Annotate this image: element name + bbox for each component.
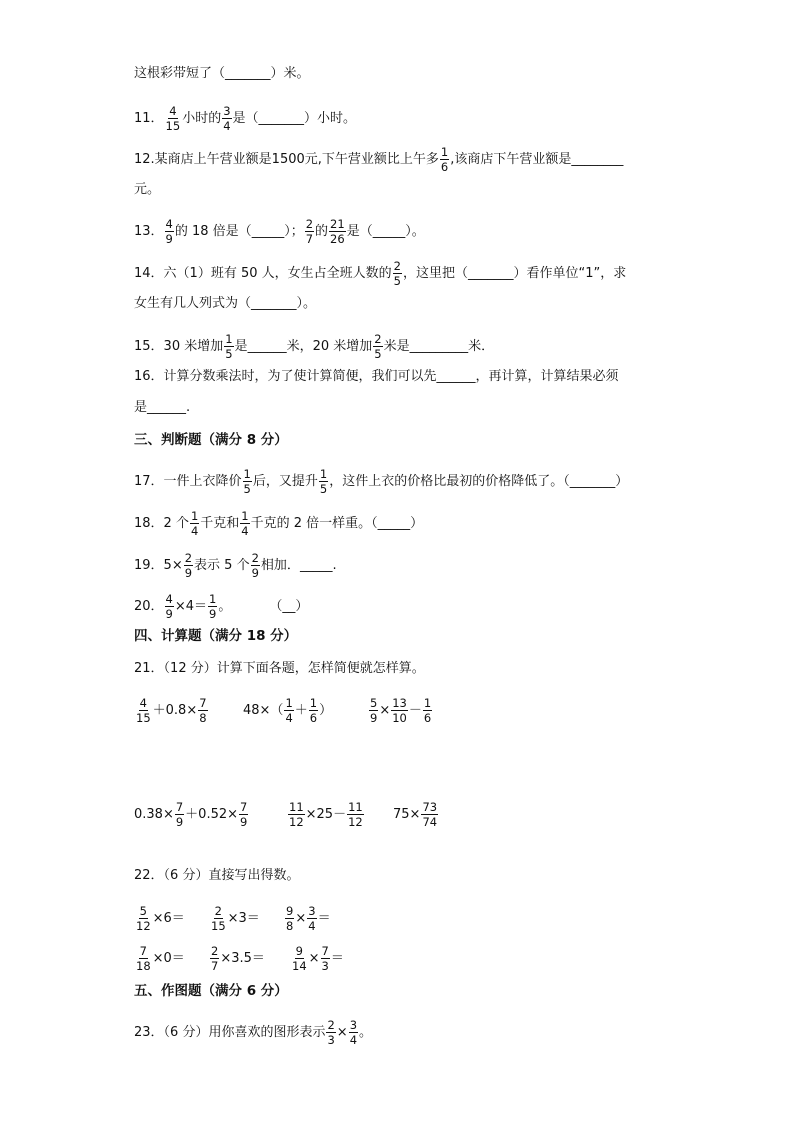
fraction — [222, 105, 231, 132]
text: ×3.5＝ — [220, 950, 265, 966]
text: 这根彩带短了（ — [134, 66, 226, 81]
question-22-expression-2 — [209, 905, 260, 932]
text: × — [379, 702, 391, 718]
question-21-expression-4 — [134, 801, 249, 828]
question-22-title: 22．（6 分）直接写出得数。 — [134, 868, 300, 883]
answer-blank[interactable]: _______ — [225, 66, 271, 81]
text: × — [336, 1024, 348, 1040]
question-13 — [134, 218, 425, 245]
fraction — [240, 510, 249, 537]
fraction — [329, 218, 346, 245]
numerator: 1 — [241, 509, 249, 523]
text: × — [308, 950, 320, 966]
numerator: 1 — [285, 696, 293, 710]
fraction — [285, 905, 294, 932]
text: 12.某商店上午营业额是1500元,下午营业额比上午多 — [134, 151, 439, 167]
answer-blank[interactable]: _______ — [258, 110, 305, 126]
numerator: 4 — [139, 696, 147, 710]
numerator: 3 — [308, 904, 316, 918]
question-20 — [134, 593, 308, 620]
fraction — [165, 218, 174, 245]
question-22-expression-6 — [290, 945, 344, 972]
denominator: 4 — [190, 524, 199, 538]
text: ×6＝ — [152, 910, 185, 926]
fraction — [284, 697, 293, 724]
question-22-expression-5 — [209, 945, 265, 972]
question-23 — [134, 1019, 372, 1046]
answer-blank[interactable]: ______ — [436, 369, 476, 384]
text: ＋0.52× — [185, 806, 239, 822]
fraction — [184, 552, 193, 579]
numerator: 7 — [175, 800, 184, 814]
denominator: 6 — [423, 711, 432, 725]
text: 千克和 — [200, 515, 240, 531]
numerator: 3 — [223, 104, 231, 118]
question-11 — [134, 105, 356, 132]
denominator: 9 — [165, 607, 173, 621]
fraction — [210, 905, 227, 932]
denominator: 4 — [285, 711, 293, 725]
denominator: 8 — [286, 919, 294, 933]
text: ） — [295, 598, 309, 614]
text: 表示 5 个 — [194, 557, 250, 573]
fraction — [291, 945, 308, 972]
question-21-expression-3 — [368, 697, 433, 724]
text: 米． — [468, 338, 495, 354]
fraction — [421, 801, 438, 828]
numerator: 1 — [225, 332, 233, 346]
answer-blank[interactable]: _______ — [569, 473, 616, 489]
question-21-expression-2 — [243, 697, 332, 724]
fraction — [165, 105, 182, 132]
denominator: 9 — [175, 815, 184, 829]
text: ）。 — [405, 223, 425, 239]
text: . — [332, 557, 337, 573]
text: ）小时。 — [304, 110, 357, 126]
question-10-continuation — [134, 66, 310, 82]
denominator: 15 — [136, 711, 151, 725]
fraction — [307, 905, 316, 932]
denominator: 12 — [289, 815, 304, 829]
denominator: 7 — [211, 959, 219, 973]
numerator: 1 — [243, 467, 251, 481]
text: 是（ — [346, 223, 373, 239]
fraction — [288, 801, 305, 828]
text: ）米。 — [270, 66, 310, 81]
fraction — [423, 697, 432, 724]
denominator: 9 — [165, 232, 173, 246]
text: ，再计算，计算结果必须 — [475, 369, 619, 384]
text: 16．计算分数乘法时，为了使计算简便，我们可以先 — [134, 369, 437, 384]
text: 19．5× — [134, 557, 183, 573]
question-number: 11． — [134, 110, 164, 126]
denominator: 6 — [440, 160, 449, 174]
denominator: 5 — [393, 274, 401, 288]
question-number: 13． — [134, 223, 164, 239]
text: 17．一件上衣降价 — [134, 473, 242, 489]
numerator: 11 — [289, 800, 304, 814]
denominator: 3 — [321, 959, 329, 973]
text: 。 — [359, 1024, 373, 1040]
denominator: 8 — [199, 711, 207, 725]
fraction — [239, 801, 248, 828]
text: × — [295, 910, 307, 926]
question-16 — [134, 369, 619, 385]
section-heading-judgment: 三、判断题（满分 8 分） — [134, 432, 288, 448]
numerator: 7 — [321, 944, 329, 958]
text: 小时的 — [182, 110, 222, 126]
numerator: 5 — [370, 696, 378, 710]
fraction — [208, 593, 217, 620]
numerator: 2 — [214, 904, 222, 918]
text: ×0＝ — [152, 950, 185, 966]
text: 0.38× — [134, 806, 174, 822]
text: （ — [269, 598, 283, 614]
question-21-expression-1 — [134, 697, 209, 724]
fraction — [326, 1019, 335, 1046]
numerator: 2 — [327, 1018, 335, 1032]
fraction — [175, 801, 184, 828]
denominator: 9 — [209, 607, 217, 621]
answer-blank[interactable]: _____ — [299, 557, 333, 573]
question-22-expression-1 — [134, 905, 185, 932]
text: 48×（ — [243, 702, 284, 718]
denominator: 9 — [184, 566, 193, 580]
text: 的 18 倍是（ — [174, 223, 252, 239]
text: 。 — [218, 598, 232, 614]
answer-blank[interactable]: ______ — [147, 400, 187, 415]
answer-blank[interactable]: __ — [282, 598, 296, 614]
text: ＝ — [330, 950, 344, 966]
text: ，这件上衣的价格比最初的价格降低了。（ — [329, 473, 570, 489]
text: 相加． — [260, 557, 300, 573]
fraction — [224, 333, 233, 360]
answer-blank[interactable]: _____ — [372, 223, 406, 239]
text: ＋ — [294, 702, 308, 718]
question-14-continuation — [134, 296, 316, 312]
answer-blank[interactable]: ______ — [247, 338, 287, 354]
text: 是 — [234, 338, 248, 354]
text: ）看作单位“1”，求 — [513, 265, 627, 281]
text: 14．六（1）班有 50 人，女生占全班人数的 — [134, 265, 392, 281]
fraction — [210, 945, 219, 972]
denominator: 74 — [422, 815, 438, 829]
fraction — [369, 697, 378, 724]
denominator: 15 — [211, 919, 226, 933]
fraction — [349, 1019, 358, 1046]
fraction — [190, 510, 199, 537]
text: 千克的 2 倍一样重。（ — [250, 515, 378, 531]
text: ）； — [284, 223, 304, 239]
text: 15．30 米增加 — [134, 338, 224, 354]
numerator: 11 — [348, 800, 363, 814]
fraction — [198, 697, 207, 724]
denominator: 4 — [241, 524, 249, 538]
text: ＋0.8× — [152, 702, 198, 718]
numerator: 1 — [209, 592, 217, 606]
question-14 — [134, 260, 626, 287]
text: 米，20 米增加 — [286, 338, 373, 354]
fraction — [321, 945, 330, 972]
text: 75× — [393, 806, 421, 822]
numerator: 7 — [240, 800, 248, 814]
numerator: 1 — [440, 145, 449, 159]
text: ） — [410, 515, 424, 531]
question-15 — [134, 333, 494, 360]
denominator: 14 — [292, 959, 307, 973]
section-heading-drawing: 五、作图题（满分 6 分） — [134, 983, 288, 999]
denominator: 12 — [348, 815, 363, 829]
denominator: 12 — [136, 919, 151, 933]
numerator: 3 — [349, 1018, 358, 1032]
numerator: 2 — [184, 551, 193, 565]
denominator: 3 — [327, 1033, 335, 1047]
denominator: 10 — [392, 711, 407, 725]
denominator: 4 — [349, 1033, 358, 1047]
denominator: 4 — [308, 919, 316, 933]
text: 后，又提升 — [252, 473, 318, 489]
numerator: 2 — [305, 217, 314, 231]
fraction — [391, 697, 408, 724]
denominator: 15 — [165, 119, 181, 133]
numerator: 21 — [330, 217, 345, 231]
fraction — [165, 593, 174, 620]
text: ）。 — [296, 296, 317, 311]
question-16-continuation — [134, 400, 190, 416]
question-21-expression-6 — [393, 801, 439, 828]
question-22-expression-4 — [134, 945, 185, 972]
question-21-expression-5 — [287, 801, 365, 828]
numerator: 9 — [295, 944, 303, 958]
denominator: 5 — [374, 347, 382, 361]
text: 元。 — [134, 182, 161, 197]
numerator: 1 — [319, 467, 328, 481]
numerator: 1 — [423, 696, 432, 710]
text: 是 — [134, 400, 148, 415]
numerator: 5 — [139, 904, 147, 918]
fraction — [305, 218, 314, 245]
numerator: 7 — [199, 696, 207, 710]
denominator: 5 — [319, 482, 328, 496]
fraction — [135, 697, 152, 724]
question-22-expression-3 — [284, 905, 331, 932]
fraction — [373, 333, 382, 360]
text: ,该商店下午营业额是 — [450, 151, 572, 167]
text: 米是 — [383, 338, 410, 354]
text: 女生有几人列式为（ — [134, 296, 252, 311]
answer-blank[interactable]: _______ — [467, 265, 514, 281]
fraction — [309, 697, 318, 724]
numerator: 2 — [393, 259, 401, 273]
fraction — [243, 468, 252, 495]
text: ×3＝ — [227, 910, 260, 926]
numerator: 7 — [139, 944, 147, 958]
numerator: 2 — [211, 944, 219, 958]
numerator: 4 — [165, 592, 173, 606]
fraction — [135, 905, 152, 932]
answer-blank[interactable]: _____ — [251, 223, 285, 239]
denominator: 26 — [330, 232, 345, 246]
text: ×25－ — [305, 806, 347, 822]
question-21-title: 21．（12 分）计算下面各题，怎样简便就怎样算。 — [134, 661, 425, 676]
numerator: 13 — [392, 696, 407, 710]
denominator: 5 — [243, 482, 251, 496]
numerator: 9 — [286, 904, 294, 918]
numerator: 1 — [309, 696, 318, 710]
text: ＝ — [317, 910, 331, 926]
numerator: 73 — [422, 800, 438, 814]
question-19 — [134, 552, 337, 579]
text: ） — [615, 473, 629, 489]
numerator: 4 — [165, 217, 173, 231]
fraction — [135, 945, 152, 972]
section-heading-calculation: 四、计算题（满分 18 分） — [134, 628, 298, 644]
denominator: 7 — [305, 232, 314, 246]
fraction — [440, 146, 449, 173]
denominator: 18 — [136, 959, 151, 973]
numerator: 4 — [169, 104, 177, 118]
denominator: 9 — [370, 711, 378, 725]
question-12 — [134, 146, 623, 173]
fraction — [319, 468, 328, 495]
question-18 — [134, 510, 423, 537]
denominator: 4 — [223, 119, 231, 133]
answer-blank[interactable]: _____ — [377, 515, 411, 531]
denominator: 6 — [309, 711, 318, 725]
text: 的 — [315, 223, 329, 239]
text: 18．2 个 — [134, 515, 189, 531]
text: 23．（6 分）用你喜欢的图形表示 — [134, 1024, 326, 1040]
fraction — [393, 260, 402, 287]
text: 是（ — [232, 110, 259, 126]
text: － — [408, 702, 422, 718]
question-12-continuation — [134, 182, 160, 198]
question-17 — [134, 468, 628, 495]
numerator: 2 — [251, 551, 259, 565]
text: . — [186, 400, 191, 415]
answer-blank[interactable]: _______ — [251, 296, 297, 311]
fraction — [347, 801, 364, 828]
denominator: 5 — [225, 347, 233, 361]
denominator: 9 — [251, 566, 259, 580]
numerator: 2 — [374, 332, 382, 346]
text: ，这里把（ — [402, 265, 468, 281]
text: ） — [319, 702, 333, 718]
numerator: 1 — [190, 509, 199, 523]
answer-blank[interactable]: _________ — [409, 338, 469, 354]
denominator: 9 — [240, 815, 248, 829]
text: ×4＝ — [174, 598, 208, 614]
answer-blank[interactable]: ________ — [571, 151, 624, 167]
fraction — [251, 552, 260, 579]
question-number: 20． — [134, 598, 164, 614]
